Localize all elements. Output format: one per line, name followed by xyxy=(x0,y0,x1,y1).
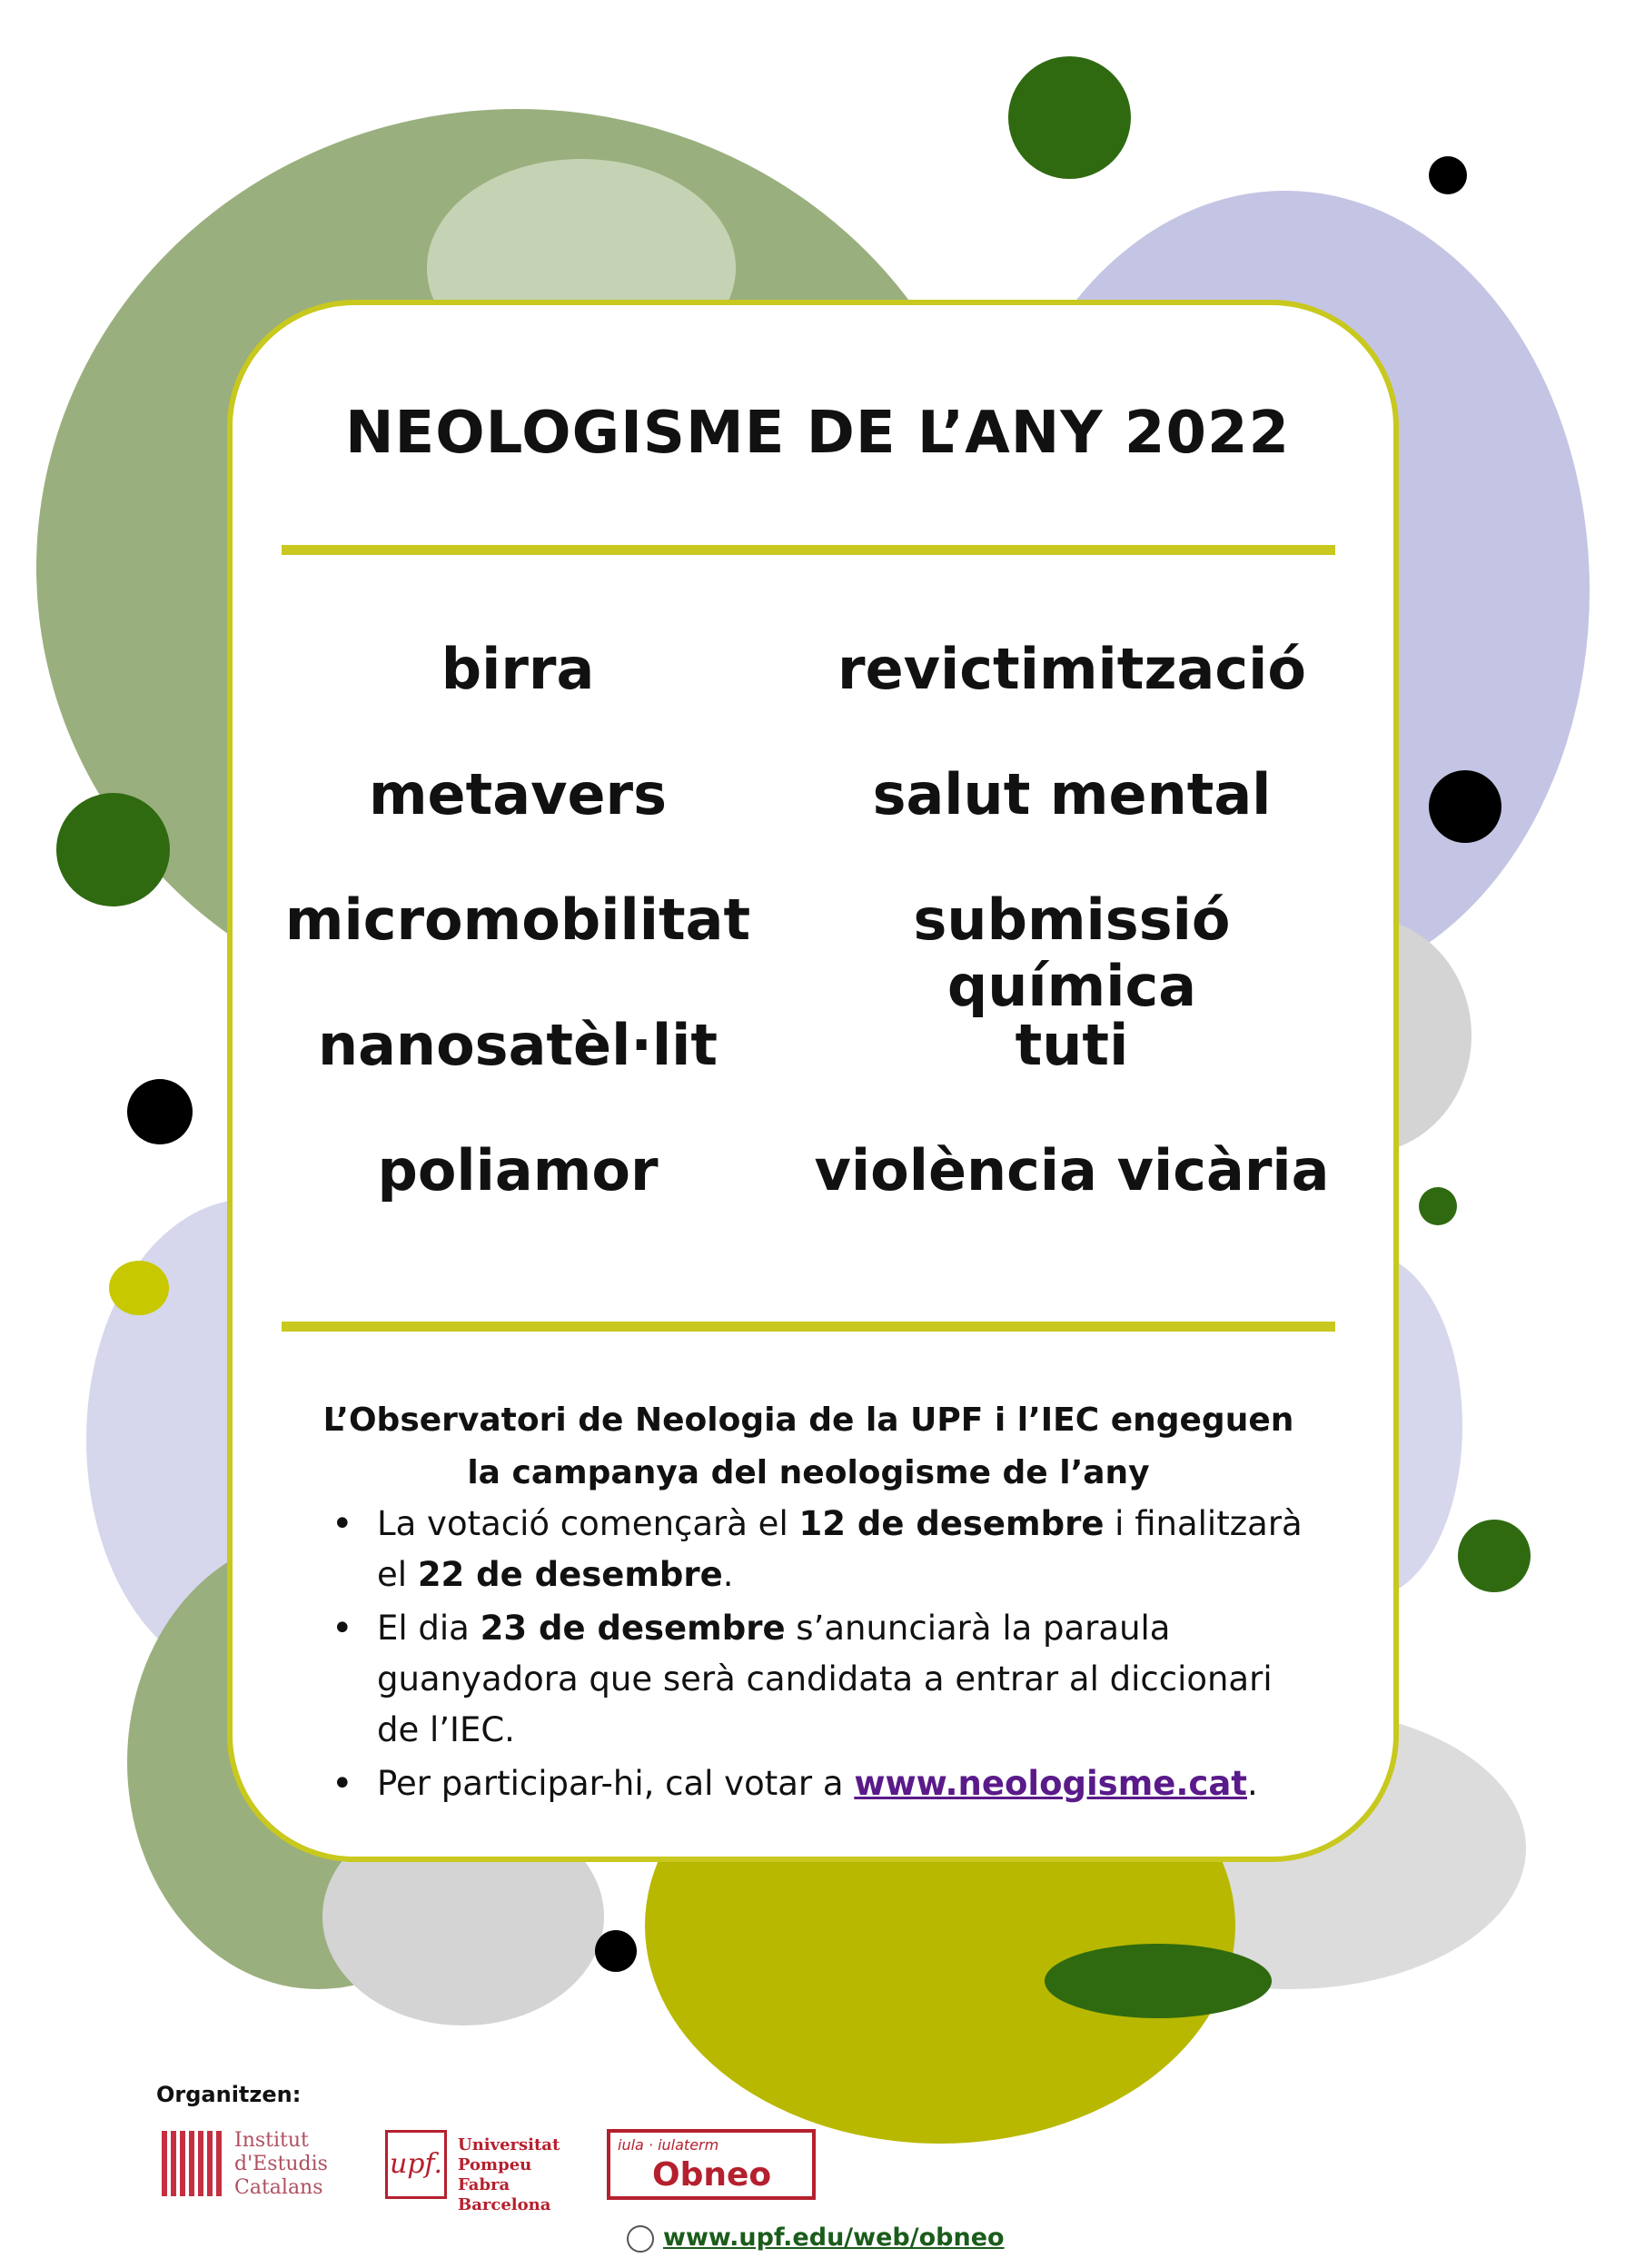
obneo-logo xyxy=(607,2129,816,2200)
bg-dot-olive-left xyxy=(109,1261,169,1315)
iec-logo xyxy=(162,2127,352,2202)
website-link-row[interactable] xyxy=(627,2223,1005,2253)
bg-dot-green-left xyxy=(56,793,170,906)
word-item: salut mental xyxy=(872,761,1272,827)
word-item: birra xyxy=(441,636,595,702)
campaign-intro xyxy=(272,1394,1344,1500)
list-item: • Per participar-hi, cal votar a www.neologisme.cat. xyxy=(327,1758,1308,1809)
iec-name: Institut d'Estudis Catalans xyxy=(234,2129,328,2199)
intro-line: L’Observatori de Neologia de la UPF i l’IEC engeguen xyxy=(322,1401,1294,1439)
bg-ellipse-green-bottom xyxy=(1045,1944,1272,2018)
globe-icon xyxy=(627,2225,654,2253)
word-item: violència vicària xyxy=(814,1137,1330,1203)
bg-dot-black-top xyxy=(1429,156,1467,194)
word-item: revictimització xyxy=(837,636,1306,702)
obneo-top-text: iula · iulaterm xyxy=(618,2136,719,2154)
poster-title: NEOLOGISME DE L’ANY 2022 xyxy=(344,400,1291,467)
vote-link[interactable]: www.neologisme.cat xyxy=(854,1764,1247,1803)
list-item: • El dia 23 de desembre s’anunciarà la paraula guanyadora que serà candidata a entrar al diccionari de l’IEC. xyxy=(327,1603,1308,1756)
divider-top xyxy=(282,545,1335,555)
word-item: submissió química xyxy=(913,886,1231,1019)
word-item: metavers xyxy=(368,761,668,827)
word-item: nanosatèl·lit xyxy=(317,1012,718,1078)
iec-mark-icon xyxy=(162,2131,225,2196)
bg-dot-black-left xyxy=(127,1079,193,1144)
bg-dot-black-right xyxy=(1429,770,1501,843)
campaign-details-list xyxy=(327,1499,1308,1812)
upf-name: Universitat Pompeu Fabra Barcelona xyxy=(458,2135,560,2214)
website-link[interactable]: www.upf.edu/web/obneo xyxy=(663,2223,1005,2252)
word-item: micromobilitat xyxy=(284,886,751,953)
bg-dot-green-top xyxy=(1008,56,1131,179)
upf-mark: upf. xyxy=(385,2130,447,2199)
organizers-label: Organitzen: xyxy=(156,2082,302,2107)
intro-line: la campanya del neologisme de l’any xyxy=(467,1454,1150,1491)
word-item: poliamor xyxy=(377,1137,659,1203)
divider-bottom xyxy=(282,1322,1335,1332)
bg-dot-black-bottom xyxy=(595,1930,637,1972)
obneo-name: Obneo xyxy=(652,2156,772,2194)
upf-logo xyxy=(385,2130,594,2214)
bg-dot-green-small xyxy=(1419,1187,1457,1225)
word-item: tuti xyxy=(1015,1012,1129,1078)
list-item: • La votació començarà el 12 de desembre i finalitzarà el 22 de desembre. xyxy=(327,1499,1308,1600)
bg-dot-green-right xyxy=(1458,1520,1531,1592)
